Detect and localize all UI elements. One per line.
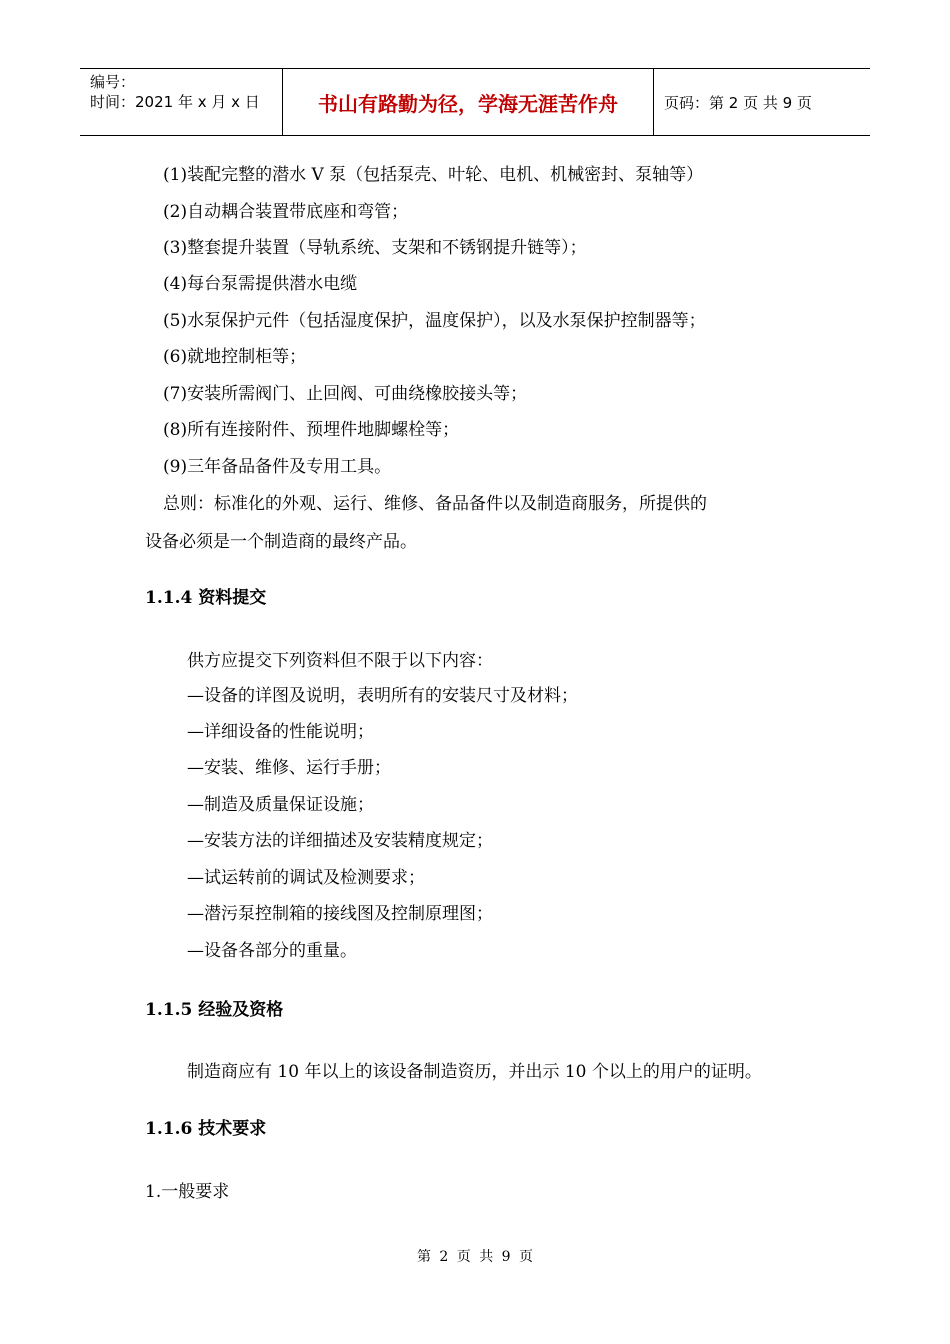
page-footer: 第 2 页 共 9 页 (416, 1249, 534, 1265)
section-114-item-7: —潜污泵控制箱的接线图及控制原理图； (187, 904, 493, 924)
section-114-item-1: —设备的详图及说明，表明所有的安装尺寸及材料； (187, 686, 578, 706)
section-116-title: 1.1.6 技术要求 (145, 1119, 267, 1139)
section-114-intro: 供方应提交下列资料但不限于以下内容： (187, 651, 493, 671)
section-114-item-5: —安装方法的详细描述及安装精度规定； (187, 831, 493, 851)
section-114-item-3: —安装、维修、运行手册； (187, 758, 391, 778)
general-rule-line1: 总则：标准化的外观、运行、维修、备品备件以及制造商服务，所提供的 (163, 494, 707, 514)
section-114-title: 1.1.4 资料提交 (145, 588, 267, 608)
page-header (80, 68, 870, 136)
section-115-title: 1.1.5 经验及资格 (145, 1000, 284, 1020)
item-3: (3)整套提升装置（导轨系统、支架和不锈钢提升链等）； (163, 238, 587, 258)
general-rule-line2: 设备必须是一个制造商的最终产品。 (145, 532, 417, 552)
item-6: (6)就地控制柜等； (163, 347, 307, 367)
item-1: (1)装配完整的潜水 V 泵（包括泵壳、叶轮、电机、机械密封、泵轴等） (163, 165, 704, 185)
section-114-item-2: —详细设备的性能说明； (187, 722, 374, 742)
item-5: (5)水泵保护元件（包括湿度保护，温度保护），以及水泵保护控制器等； (163, 311, 706, 331)
item-2: (2)自动耦合装置带底座和弯管； (163, 202, 409, 222)
section-114-item-6: —试运转前的调试及检测要求； (187, 868, 425, 888)
section-114-item-8: —设备各部分的重量。 (187, 941, 357, 961)
item-7: (7)安装所需阀门、止回阀、可曲绕橡胶接头等； (163, 384, 528, 404)
header-page-info: 页码：第 2 页 共 9 页 (664, 93, 812, 112)
item-4: (4)每台泵需提供潜水电缆 (163, 274, 358, 294)
serial-label: 编号： (90, 73, 136, 91)
item-9: (9)三年备品备件及专用工具。 (163, 457, 392, 477)
item-8: (8)所有连接附件、预埋件地脚螺栓等； (163, 420, 460, 440)
section-114-item-4: —制造及质量保证设施； (187, 795, 374, 815)
header-motto: 书山有路勤为径，学海无涯苦作舟 (282, 69, 654, 135)
section-116-sub: 1.一般要求 (145, 1182, 230, 1202)
time-line: 时间：2021 年 x 月 x 日 (90, 93, 260, 111)
section-115-text: 制造商应有 10 年以上的该设备制造资历，并出示 10 个以上的用户的证明。 (187, 1062, 762, 1082)
header-meta (80, 69, 282, 135)
